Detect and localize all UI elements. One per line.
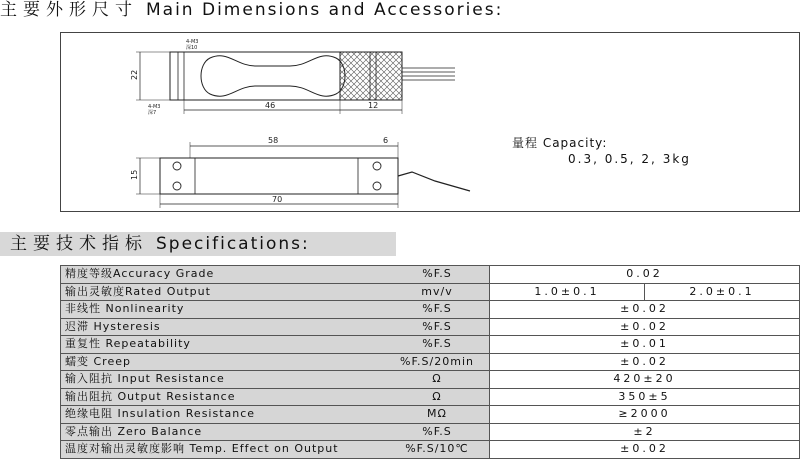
thread-bottom-depth-label: 深7 — [148, 110, 157, 116]
spec-name: 蠕变 Creep — [61, 353, 386, 371]
spec-value: 350±5 — [490, 388, 800, 406]
spec-name: 非线性 Nonlinearity — [61, 301, 386, 319]
spec-value-a: 1.0±0.1 — [490, 283, 645, 301]
table-row — [61, 301, 800, 319]
spec-name: 精度等级Accuracy Grade — [61, 266, 386, 284]
dim-width-label: 15 — [130, 169, 139, 180]
spec-name: 零点输出 Zero Balance — [61, 423, 386, 441]
thread-top-label: 4-M3 — [186, 39, 199, 45]
spec-unit: %F.S/10℃ — [385, 441, 490, 459]
table-row — [61, 371, 800, 389]
spec-unit: %F.S — [385, 301, 490, 319]
dim-length-top-label: 58 — [268, 136, 279, 145]
spec-value: ±0.02 — [490, 301, 800, 319]
dimensions-heading-cn: 主要外形尺寸 — [0, 0, 138, 20]
spec-unit: MΩ — [385, 406, 490, 424]
spec-name: 输出阻抗 Output Resistance — [61, 388, 386, 406]
table-row — [61, 441, 800, 459]
spec-value-b: 2.0±0.1 — [645, 283, 800, 301]
dim-length-total-label: 70 — [272, 195, 283, 204]
spec-value: ±2 — [490, 423, 800, 441]
table-row — [61, 406, 800, 424]
spec-name: 重复性 Repeatability — [61, 336, 386, 354]
dimensions-heading-en: Main Dimensions and Accessories: — [146, 0, 504, 20]
side-view-hatched-end — [340, 52, 402, 100]
specifications-heading — [0, 232, 396, 256]
spec-name: 绝缘电阻 Insulation Resistance — [61, 406, 386, 424]
table-row — [61, 266, 800, 284]
top-view-body — [160, 158, 398, 194]
capacity-values: 0.3, 0.5, 2, 3kg — [568, 152, 691, 166]
spec-name: 温度对输出灵敏度影响 Temp. Effect on Output — [61, 441, 386, 459]
specifications-table — [60, 265, 800, 459]
table-row — [61, 353, 800, 371]
side-view — [130, 39, 455, 116]
spec-name: 迟滞 Hysteresis — [61, 318, 386, 336]
strain-slot — [201, 56, 345, 96]
specifications-heading-cn: 主要技术指标 — [10, 234, 148, 254]
spec-value: ±0.01 — [490, 336, 800, 354]
table-row — [61, 388, 800, 406]
spec-name: 输出灵敏度Rated Output — [61, 283, 386, 301]
spec-unit: %F.S — [385, 266, 490, 284]
spec-value: ±0.02 — [490, 441, 800, 459]
thread-top-depth-label: 深10 — [186, 45, 198, 51]
spec-unit: %F.S — [385, 318, 490, 336]
spec-unit: %F.S — [385, 336, 490, 354]
spec-unit: mv/v — [385, 283, 490, 301]
dim-height-label: 22 — [130, 69, 139, 80]
spec-value: ±0.02 — [490, 318, 800, 336]
specifications-heading-en: Specifications: — [156, 234, 310, 254]
spec-value: ≥2000 — [490, 406, 800, 424]
spec-unit: Ω — [385, 371, 490, 389]
dim-body-label: 46 — [265, 101, 276, 110]
table-row — [61, 423, 800, 441]
spec-value: ±0.02 — [490, 353, 800, 371]
spec-name: 输入阻抗 Input Resistance — [61, 371, 386, 389]
table-row — [61, 318, 800, 336]
cable — [398, 172, 470, 191]
spec-unit: Ω — [385, 388, 490, 406]
top-view — [130, 136, 470, 208]
spec-unit: %F.S — [385, 423, 490, 441]
capacity-label: 量程 Capacity: — [512, 136, 608, 150]
spec-value: 0.02 — [490, 266, 800, 284]
spec-unit: %F.S/20min — [385, 353, 490, 371]
dim-hole-offset-label: 6 — [383, 136, 389, 145]
dim-end-label: 12 — [368, 101, 379, 110]
spec-value: 420±20 — [490, 371, 800, 389]
thread-bottom-label: 4-M3 — [148, 104, 161, 110]
table-row — [61, 336, 800, 354]
table-row — [61, 283, 800, 301]
capacity-block — [512, 135, 691, 167]
